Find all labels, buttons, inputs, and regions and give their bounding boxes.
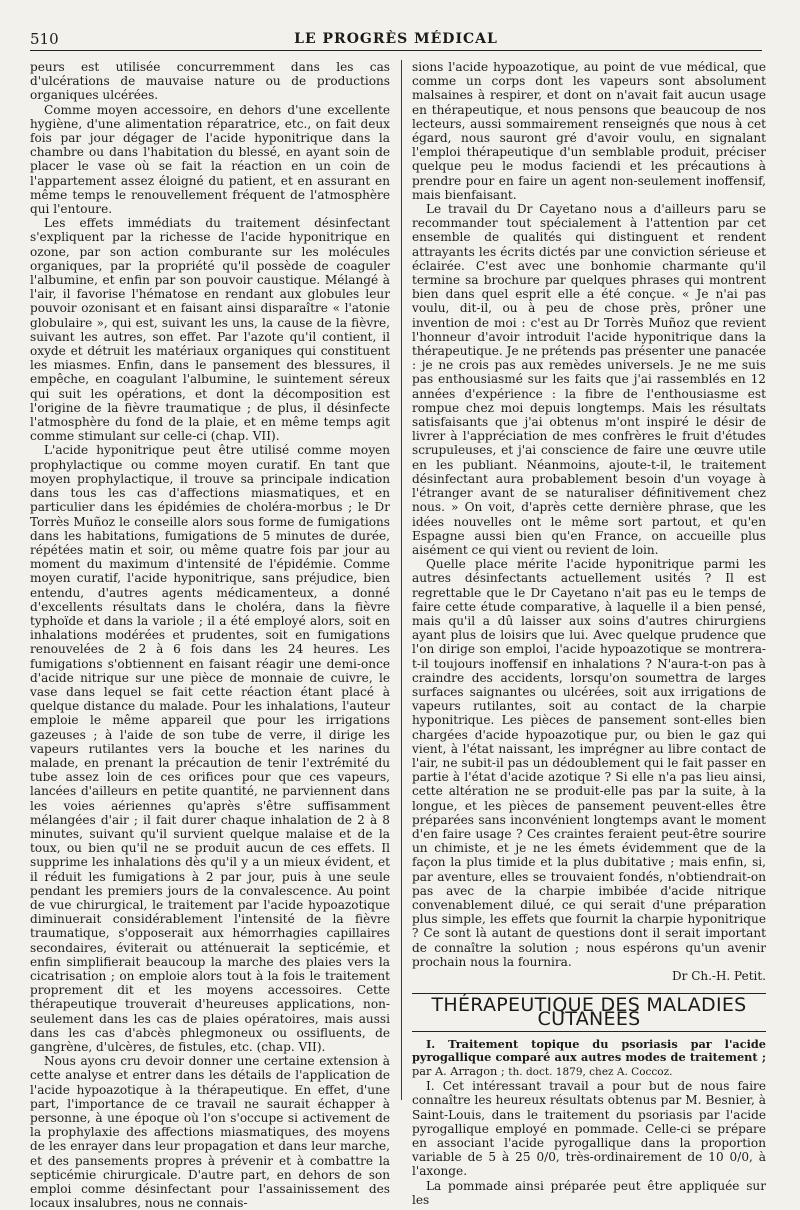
journal-title: LE PROGRÈS MÉDICAL — [294, 31, 498, 47]
paragraph: sions l'acide hypoazotique, au point de vue médical, que comme un corps dont les vapeurs sont absolument malsaines à respirer, et dont on n'avait fait aucun usage en thérapeutique, et nous pensons que beaucoup de nos lecteurs, aussi sommairement renseignés que nous à cet égard, nous sauront gré d'avoir voulu, en signalant l'emploi thérapeutique d'un semblable produit, préciser quelque peu le modus faciendi et les précautions à prendre pour en faire un agent non-seulement inoffensif, mais bienfaisant. — [412, 60, 766, 202]
paragraph: Les effets immédiats du traitement désinfectant s'expliquent par la richesse de l'acide hyponitrique en ozone, par son action comburante sur les molécules organiques, par la propriété qu'il possède de coaguler l'albumine, et enfin par son pouvoir caustique. Mélangé à l'air, il favorise l'hématose en rendant aux globules leur pouvoir ozonisant et en faisant ainsi disparaître « l'atonie globulaire », qui est, suivant les uns, la cause de la fièvre, suivant les autres, son effet. Par l'azote qu'il contient, il oxyde et détruit les matériaux organiques qui constituent les miasmes. Enfin, dans le pansement des blessures, il empêche, en coagulant l'albumine, le suintement séreux qui suit les opérations, et dont la décomposition est l'origine de la fièvre traumatique ; de plus, il désinfecte l'atmosphère du fond de la plaie, et en même temps agit comme stimulant sur celle-ci (chap. VII). — [30, 216, 390, 444]
author-signature: Dr Ch.-H. Petit. — [672, 969, 766, 983]
paragraph: Le travail du Dr Cayetano nous a d'ailleurs paru se recommander tout spécialement à l'attention par cet ensemble de qualités qui distinguent et rendent attrayants les écrits dictés par une conviction sérieuse et éclairée. C'est avec une bonhomie charmante qu'il termine sa brochure par quelques phrases qui montrent bien dans quel esprit elle a été conçue. « Je n'ai pas voulu, dit-il, ou à peu de chose près, prôner une invention de moi : c'est au Dr Torrès Muñoz que revient l'honneur d'avoir introduit l'acide hyponitrique dans la thérapeutique. Je ne prétends pas présenter une panacée : je ne crois pas aux remèdes universels. Je ne me suis pas enthousiasmé sur les faits que j'ai rassemblés en 12 années d'expérience : la fibre de l'enthousiasme est rompue chez moi depuis longtemps. Mais les résultats satisfaisants que j'ai obtenus m'ont inspiré le désir de livrer à l'appréciation de mes confrères le fruit d'études scrupuleuses, et j'ai conscience de faire une œuvre utile en les publiant. Néanmoins, ajoute-t-il, le traitement désinfectant aura probablement besoin d'un voyage à l'étranger avant de se naturaliser définitivement chez nous. » On voit, d'après cette dernière phrase, que les idées nouvelles ont le même sort partout, et qu'en Espagne aussi bien qu'en France, on accueille plus aisément ce qui vient ou revient de loin. — [412, 202, 766, 557]
paragraph: peurs est utilisée concurremment dans les cas d'ulcérations de mauvaise nature ou de productions organiques ulcérées. — [30, 60, 390, 103]
paragraph: Quelle place mérite l'acide hyponitrique parmi les autres désinfectants actuellement usités ? Il est regrettable que le Dr Cayetano n'ait pas eu le temps de faire cette étude comparative, à laquelle il a bien pensé, mais qu'il a dû laisser aux soins d'autres chirurgiens ayant plus de loisirs que lui. Avec quelque prudence que l'on dirige son emploi, l'acide hypoazotique se montrera-t-il toujours inoffensif en inhalations ? N'aura-t-on pas à craindre des accidents, lorsqu'on soumettra de larges surfaces saignantes ou ulcérées, soit aux irrigations de vapeurs rutilantes, soit au contact de la charpie hyponitrique. Les pièces de pansement sont-elles bien chargées d'acide hypoazotique pur, ou bien le gaz qui vient, à l'état naissant, les imprégner au libre contact de l'air, ne subit-il pas un dédoublement qui le fait passer en partie à l'état d'acide azotique ? Si elle n'a pas lieu ainsi, cette altération ne se produit-elle pas par la suite, à la longue, et les pièces de pansement peuvent-elles être préparées sans inconvénient longtemps avant le moment d'en faire usage ? Ces craintes feraient peut-être sourire un chimiste, et je ne les émets évidemment que de la façon la plus timide et la plus dubitative ; mais enfin, si, par aventure, elles se trouvaient fondés, n'obtiendrait-on pas avec de la charpie imbibée d'acide nitrique convenablement dilué, ce qui serait d'une préparation plus simple, les effets que fournit la charpie hyponitrique ? Ce sont là autant de questions dont il serait important de connaître la solution ; nous espérons qu'un avenir prochain nous la fournira. — [412, 557, 766, 969]
paragraph: L'acide hyponitrique peut être utilisé comme moyen prophylactique ou comme moyen curatif. En tant que moyen prophylactique, il trouve sa principale indication dans tous les cas d'affections miasmatiques, et en particulier dans les épidémies de choléra-morbus ; le Dr Torrès Muñoz le conseille alors sous forme de fumigations dans les habitations, fumigations de 5 minutes de durée, répétées matin et soir, ou même quatre fois par jour au moment du maximum d'intensité de l'épidémie. Comme moyen curatif, l'acide hyponitrique, sans préjudice, bien entendu, d'autres agents médicamenteux, a donné d'excellents résultats dans le choléra, dans la fièvre typhoïde et dans la variole ; il a été employé alors, soit en inhalations modérées et prudentes, soit en fumigations renouvelées de 2 à 6 fois dans les 24 heures. Les fumigations s'obtiennent en faisant réagir une demi-once d'acide nitrique sur une pièce de monnaie de cuivre, le vase dans lequel se fait cette réaction étant placé à quelque distance du malade. Pour les inhalations, l'auteur emploie le même appareil que pour les irrigations gazeuses ; à l'aide de son tube de verre, il dirige les vapeurs rutilantes vers la bouche et les narines du malade, en prenant la précaution de tenir l'extrémité du tube assez loin de ces orifices pour que ces vapeurs, lancées d'ailleurs en petite quantité, ne parviennent dans les voies aériennes qu'après s'être suffisamment mélangées d'air ; il fait durer chaque inhalation de 2 à 8 minutes, suivant qu'il survient quelque malaise et de la toux, ou bien qu'il ne se produit aucun de ces effets. Il supprime les inhalations dès qu'il y a un mieux évident, et il réduit les fumigations à 2 par jour, puis à une seule pendant les premiers jours de la convalescence. Au point de vue chirurgical, le traitement par l'acide hypoazotique diminuerait considérablement l'intensité de la fièvre traumatique, s'opposerait aux hémorrhagies capillaires secondaires, éviterait ou atténuerait la septicémie, et enfin simplifierait beaucoup la marche des plaies vers la cicatrisation ; on emploie alors tout à la fois le traitement proprement dit et les moyens accessoires. Cette thérapeutique trouverait d'heureuses applications, non-seulement dans les cas de plaies opératoires, mais aussi dans les cas d'abcès phlegmoneux ou ossifluents, de gangrène, d'ulcères, de fistules, etc. (chap. VII). — [30, 443, 390, 1055]
paragraph: Comme moyen accessoire, en dehors d'une excellente hygiène, d'une alimentation réparatrice, etc., on fait deux fois par jour dégager de l'acide hyponitrique dans la chambre ou dans l'habitation du blessé, en ayant soin de placer le vase où se fait la réaction en un coin de l'appartement assez éloigné du patient, et en assurant en même temps le renouvellement fréquent de l'atmosphère qui l'entoure. — [30, 102, 390, 217]
column-divider — [401, 60, 402, 1100]
entry-title: I. Traitement topique du psoriasis par l'acide pyrogallique comparé aux autres modes de traitement ; — [412, 1036, 766, 1065]
page-header — [30, 28, 762, 51]
page-number: 510 — [30, 30, 59, 48]
paragraph: Nous ayons cru devoir donner une certaine extension à cette analyse et entrer dans les détails de l'application de l'acide hypoazotique à la thérapeutique. En effet, d'une part, l'importance de ce travail ne saurait échapper à personne, à une époque où l'on s'occupe si activement de la prophylaxie des affections miasmatiques, des moyens de les enrayer dans leur propagation et dans leur marche, et des pansements propres à prévenir et à combattre la septicémie chirurgicale. D'autre part, en dehors de son emploi comme désinfectant pour l'assainissement des locaux insalubres, nous ne connais- — [30, 1054, 390, 1210]
section-title: THÉRAPEUTIQUE DES MALADIES CUTANÉES — [431, 994, 747, 1031]
entry-meta: th. doct. 1879, chez A. Coccoz. — [508, 1065, 673, 1078]
section-paragraph: I. Cet intéressant travail a pour but de nous faire connaître les heureux résultats obtenus par M. Besnier, à Saint-Louis, dans le traitement du psoriasis par l'acide pyrogallique employé en pommade. Celle-ci se prépare en associant l'acide pyrogallique dans la proportion variable de 5 à 25 0/0, très-ordinairement de 10 0/0, à l'axonge. — [412, 1079, 766, 1179]
section-rule-bottom — [412, 1031, 766, 1032]
entry-author: par A. Arragon ; — [412, 1064, 505, 1078]
left-column — [30, 60, 390, 1210]
bibliographic-entry — [412, 1038, 766, 1080]
section-paragraph: La pommade ainsi préparée peut être appliquée sur les — [412, 1178, 766, 1207]
right-column — [412, 60, 766, 1207]
